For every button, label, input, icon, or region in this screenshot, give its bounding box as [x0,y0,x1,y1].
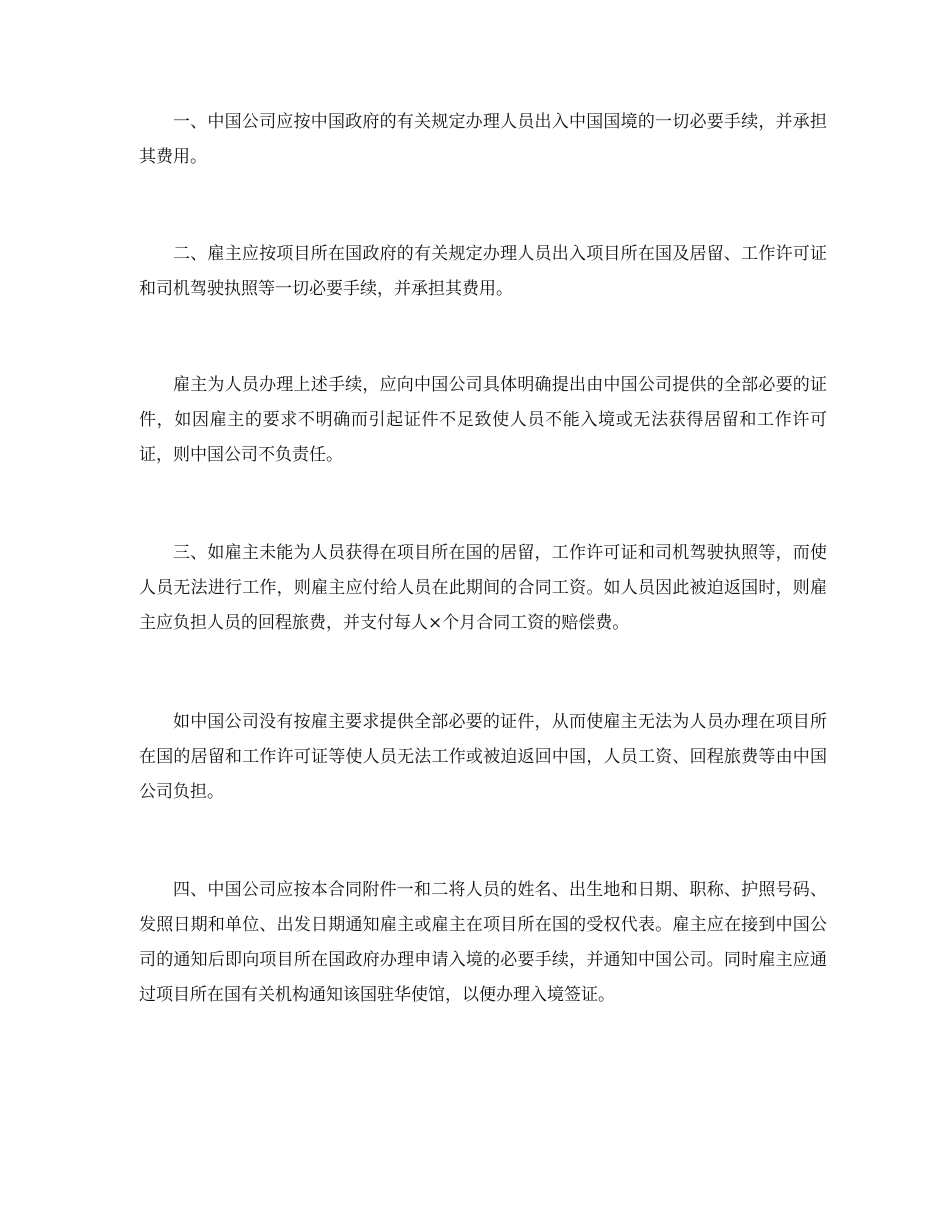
clause-2-supplement-paragraph: 雇主为人员办理上述手续，应向中国公司具体明确提出由中国公司提供的全部必要的证件，如因雇主的要求不明确而引起证件不足致使人员不能入境或无法获得居留和工作许可证，则中国公司不负责任。 [139,375,827,465]
clause-3-paragraph: 三、如雇主未能为人员获得在项目所在国的居留，工作许可证和司机驾驶执照等，而使人员无法进行工作，则雇主应付给人员在此期间的合同工资。如人员因此被迫返国时，则雇主应负担人员的回程旅费，并支付每人×个月合同工资的赔偿费。 [139,543,827,633]
clause-2-paragraph: 二、雇主应按项目所在国政府的有关规定办理人员出入项目所在国及居留、工作许可证和司机驾驶执照等一切必要手续，并承担其费用。 [139,244,827,299]
clause-3-supplement-paragraph: 如中国公司没有按雇主要求提供全部必要的证件，从而使雇主无法为人员办理在项目所在国的居留和工作许可证等使人员无法工作或被迫返回中国，人员工资、回程旅费等由中国公司负担。 [139,712,827,802]
clause-1-paragraph: 一、中国公司应按中国政府的有关规定办理人员出入中国国境的一切必要手续，并承担其费用。 [139,112,827,167]
clause-4-paragraph: 四、中国公司应按本合同附件一和二将人员的姓名、出生地和日期、职称、护照号码、发照日期和单位、出发日期通知雇主或雇主在项目所在国的受权代表。雇主应在接到中国公司的通知后即向项目所在国政府办理申请入境的必要手续，并通知中国公司。同时雇主应通过项目所在国有关机构通知该国驻华使馆，以便办理入境签证。 [139,880,827,1005]
